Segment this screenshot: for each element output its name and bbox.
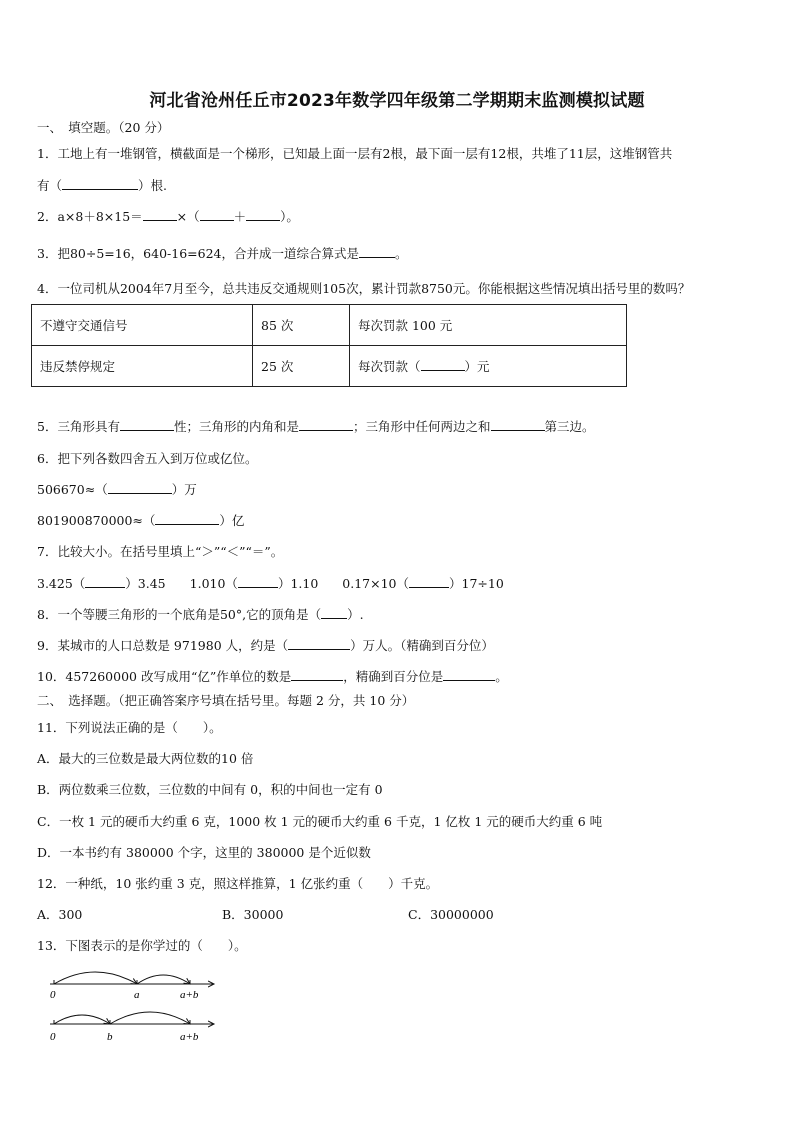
question-6-2-text-b: ）亿 [219,513,245,528]
table-row [32,346,627,387]
question-10-text-c: 。 [495,669,508,684]
answer-blank[interactable] [291,668,343,681]
question-13: 13．下图表示的是你学过的（ ）。 [37,938,247,953]
question-6-1-text-a: 506670≈（ [37,482,108,497]
question-5 [37,418,595,435]
bottom-arc-b [54,1015,110,1024]
table-cell: 违反禁停规定 [32,346,253,387]
question-7-3-text-b: ）17÷10 [449,576,504,591]
bottom-label-ab: a+b [180,1031,199,1043]
answer-blank[interactable] [409,575,449,588]
question-10-text-a: 10．457260000 改写成用“亿”作单位的数是 [37,669,292,684]
question-11: 11．下列说法正确的是（ ）。 [37,720,222,735]
question-9 [37,637,494,654]
question-2 [37,208,299,225]
question-7: 7．比较大小。在括号里填上“＞”“＜”“＝”。 [37,544,284,559]
table-cell [350,346,627,387]
question-8-text-a: 8．一个等腰三角形的一个底角是50°,它的顶角是（ [37,607,322,622]
top-label-ab: a+b [180,989,199,1001]
question-3-text-b: 。 [395,246,408,261]
question-7-items [37,575,504,592]
table-cell-text-b: ）元 [464,359,490,374]
question-11-option-b[interactable]: B．两位数乘三位数，三位数的中间有 0，积的中间也一定有 0 [37,782,383,797]
question-5-text-a: 5．三角形具有 [37,419,120,434]
question-9-text-b: ）万人。（精确到百分位） [350,638,494,653]
answer-blank[interactable] [321,606,347,619]
question-6-2-text-a: 801900870000≈（ [37,513,156,528]
answer-blank[interactable] [359,245,395,258]
answer-blank[interactable] [288,637,350,650]
question-12-option-b[interactable]: B．30000 [222,907,284,922]
question-5-text-b: 性；三角形的内角和是 [173,419,299,434]
number-line-diagram [30,962,230,1050]
question-6-item-2 [37,512,244,529]
table-row [32,305,627,346]
question-1-line1: 1．工地上有一堆钢管，横截面是一个梯形，已知最上面一层有2根，最下面一层有12根，共堆了11层，这堆钢管共 [37,146,673,161]
question-10-text-b: ，精确到百分位是 [343,669,444,684]
question-6: 6．把下列各数四舍五入到万位或亿位。 [37,451,258,466]
question-2-text-c: ＋ [233,209,247,224]
question-3 [37,245,408,262]
question-12: 12．一种纸，10 张约重 3 克，照这样推算，1 亿张约重（ ）千克。 [37,876,439,891]
penalty-table [31,304,627,387]
question-7-2-text-b: ）1.10 [277,576,319,591]
bottom-label-b: b [107,1031,113,1043]
section2-header: 二、 选择题。（把正确答案序号填在括号里。每题 2 分，共 10 分） [37,693,415,708]
question-12-option-a[interactable]: A．300 [37,907,83,922]
answer-blank[interactable] [443,668,495,681]
answer-blank[interactable] [299,418,353,431]
answer-blank[interactable] [85,575,125,588]
page-title: 河北省沧州任丘市2023年数学四年级第二学期期末监测模拟试题 [149,91,645,111]
question-11-option-a[interactable]: A．最大的三位数是最大两位数的10 倍 [37,751,254,766]
question-6-1-text-b: ）万 [171,482,197,497]
answer-blank[interactable] [108,481,172,494]
answer-blank[interactable] [246,208,280,221]
top-arc-a [54,972,137,984]
answer-blank[interactable] [421,358,465,371]
question-4: 4．一位司机从2004年7月至今，总共违反交通规则105次，累计罚款8750元。你能根据这些情况填出括号里的数吗？ [37,281,691,296]
question-3-text-a: 3．把80÷5=16，640-16=624，合并成一道综合算式是 [37,246,359,261]
question-2-text-a: 2．a×8＋8×15＝ [37,209,143,224]
section1-header: 一、 填空题。（20 分） [37,120,170,135]
question-6-item-1 [37,481,197,498]
table-cell-text-a: 每次罚款（ [358,359,421,374]
question-1-text-a: 有（ [37,178,63,193]
table-cell: 不遵守交通信号 [32,305,253,346]
answer-blank[interactable] [62,177,138,190]
answer-blank[interactable] [120,418,174,431]
question-5-text-d: 第三边。 [544,419,595,434]
question-7-1-text-b: ）3.45 [125,576,166,591]
question-2-text-b: ×（ [176,209,200,224]
question-2-text-d: ）。 [280,209,299,224]
question-7-3-text-a: 0.17×10（ [342,576,409,591]
answer-blank[interactable] [491,418,545,431]
answer-blank[interactable] [200,208,234,221]
table-cell: 85 次 [253,305,350,346]
question-11-option-d[interactable]: D．一本书约有 380000 个字，这里的 380000 是个近似数 [37,845,371,860]
top-arc-b [137,975,190,984]
question-9-text-a: 9．某城市的人口总数是 971980 人，约是（ [37,638,289,653]
bottom-label-0: 0 [50,1031,56,1043]
table-cell: 每次罚款 100 元 [350,305,627,346]
question-12-option-c[interactable]: C．30000000 [408,907,494,922]
question-1-line2 [37,177,167,194]
question-7-2-text-a: 1.010（ [189,576,238,591]
question-8-text-b: ）. [347,607,364,622]
question-7-1-text-a: 3.425（ [37,576,86,591]
answer-blank[interactable] [238,575,278,588]
top-label-a: a [134,989,140,1001]
top-label-0: 0 [50,989,56,1001]
question-5-text-c: ；三角形中任何两边之和 [352,419,491,434]
question-11-option-c[interactable]: C．一枚 1 元的硬币大约重 6 克，1000 枚 1 元的硬币大约重 6 千克，1 亿枚 1 元的硬币大约重 6 吨 [37,814,603,829]
table-cell: 25 次 [253,346,350,387]
question-10 [37,668,508,685]
answer-blank[interactable] [155,512,219,525]
bottom-arc-a [110,1012,190,1024]
question-1-text-b: ）根. [138,178,167,193]
answer-blank[interactable] [143,208,177,221]
question-8 [37,606,364,623]
